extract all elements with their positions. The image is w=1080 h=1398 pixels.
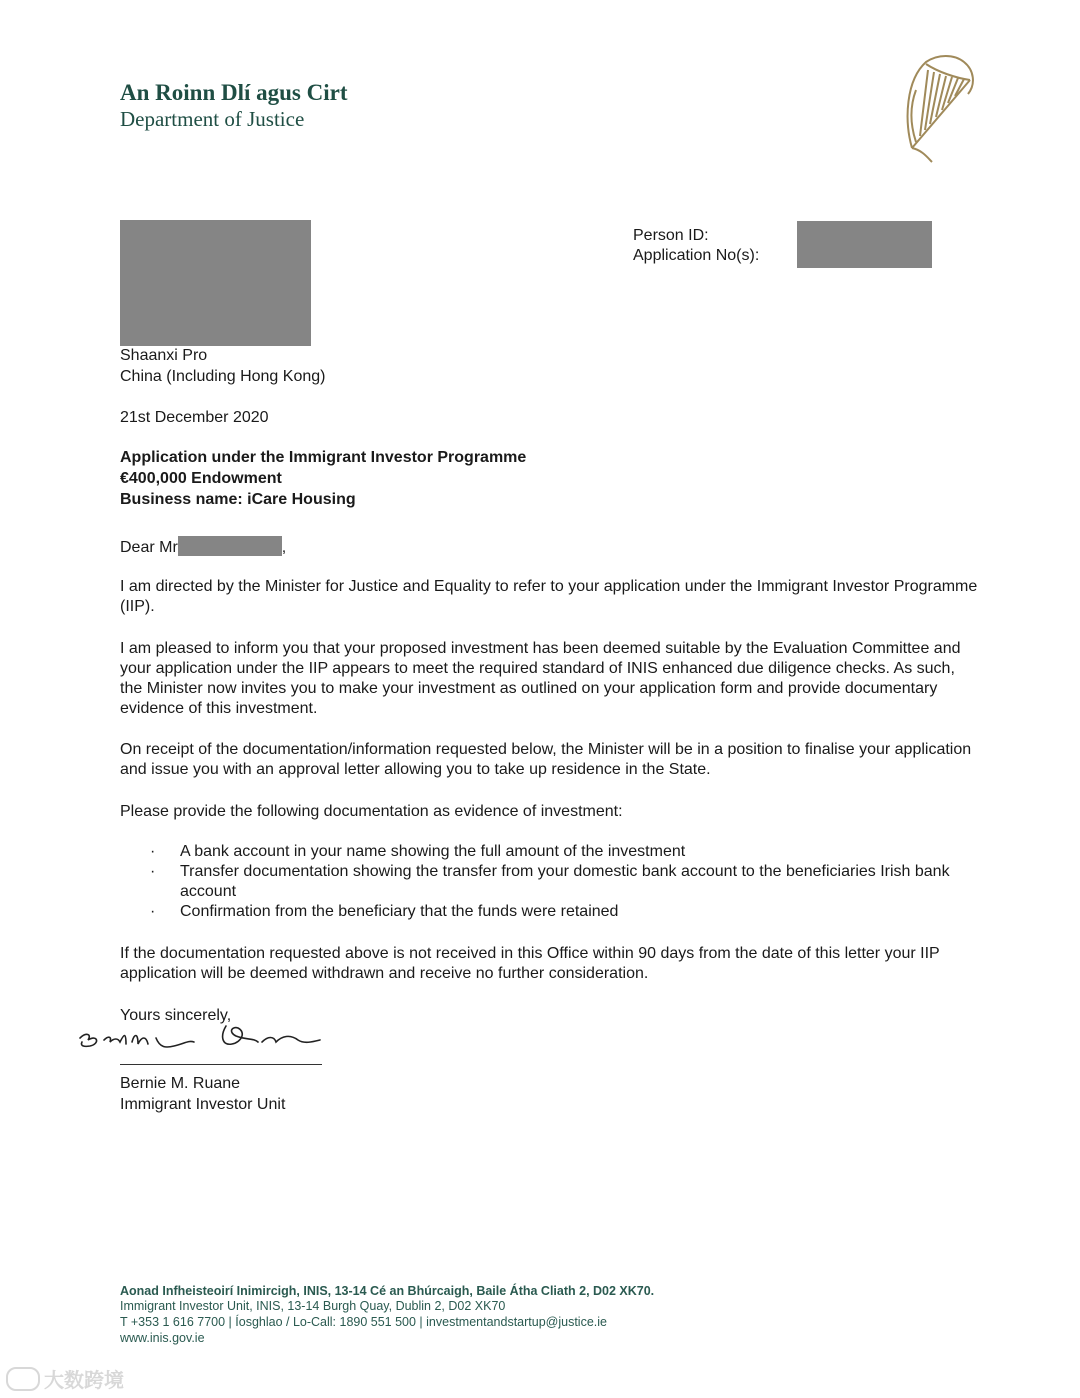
letter-date: 21st December 2020 [120, 409, 269, 426]
salutation-comma: , [281, 539, 287, 556]
list-item-text: Confirmation from the beneficiary that the funds were retained [180, 903, 619, 920]
signatory-name: Bernie M. Ruane [120, 1075, 241, 1092]
subject-line-3: Business name: iCare Housing [120, 491, 356, 508]
redacted-recipient-name [178, 536, 282, 556]
salutation-prefix: Dear Mr [120, 539, 178, 556]
body-paragraph-4: Please provide the following documentation as evidence of investment: [120, 803, 623, 820]
signature-line [120, 1064, 322, 1065]
valediction: Yours sincerely, [120, 1007, 232, 1024]
redacted-address [120, 220, 311, 346]
body-paragraph-5: If the documentation requested above is not received in this Office within 90 days from the date of this letter your IIP application will be deemed withdrawn and receive no further consideration. [120, 945, 940, 982]
bullet-marker: · [150, 903, 156, 920]
bullet-marker: · [150, 843, 156, 860]
list-item [150, 862, 970, 902]
footer-website: www.inis.gov.ie [120, 1331, 205, 1345]
salutation [120, 536, 286, 558]
watermark-text: 大数跨境 [44, 1370, 124, 1392]
person-id-label: Person ID: [633, 227, 709, 244]
harp-emblem-icon [898, 50, 982, 166]
footer-address-english: Immigrant Investor Unit, INIS, 13-14 Burgh Quay, Dublin 2, D02 XK70 [120, 1299, 506, 1313]
department-name-irish: An Roinn Dlí agus Cirt [120, 80, 348, 105]
list-item-text: A bank account in your name showing the full amount of the investment [180, 843, 686, 860]
body-paragraph-3: On receipt of the documentation/information requested below, the Minister will be in a position to finalise your application and issue you with an approval letter allowing you to take up residence in the State. [120, 741, 972, 778]
signatory-unit: Immigrant Investor Unit [120, 1096, 286, 1113]
redacted-reference-numbers [797, 221, 932, 268]
subject-line-1: Application under the Immigrant Investor Programme [120, 449, 527, 466]
list-item-text: Transfer documentation showing the transfer from your domestic bank account to the beneficiaries Irish bank account [180, 863, 950, 900]
address-line-1: Shaanxi Pro [120, 347, 208, 364]
watermark-logo-icon [6, 1367, 40, 1391]
footer-contact: T +353 1 616 7700 | Íosghlao / Lo-Call: 1890 551 500 | investmentandstartup@justice.ie [120, 1315, 607, 1329]
footer-address-irish: Aonad Infheisteoirí Inimircigh, INIS, 13-14 Cé an Bhúrcaigh, Baile Átha Cliath 2, D02 XK70. [120, 1284, 655, 1298]
handwritten-signature [76, 1018, 326, 1058]
body-paragraph-2: I am pleased to inform you that your proposed investment has been deemed suitable by the Evaluation Committee and your application under the IIP appears to meet the required standard of INIS enhanced due diligence checks. As such, the Minister now invites you to make your investment as outlined on your application form and provide documentary evidence of this investment. [120, 640, 961, 717]
list-item [150, 842, 970, 862]
address-line-2: China (Including Hong Kong) [120, 368, 326, 385]
watermark [6, 1364, 124, 1393]
bullet-marker: · [150, 863, 156, 880]
application-no-label: Application No(s): [633, 247, 760, 264]
department-name-english: Department of Justice [120, 107, 305, 131]
subject-line-2: €400,000 Endowment [120, 470, 282, 487]
evidence-list [150, 842, 970, 922]
body-paragraph-1: I am directed by the Minister for Justice and Equality to refer to your application under the Immigrant Investor Programme (IIP). [120, 578, 978, 615]
list-item [150, 902, 970, 922]
